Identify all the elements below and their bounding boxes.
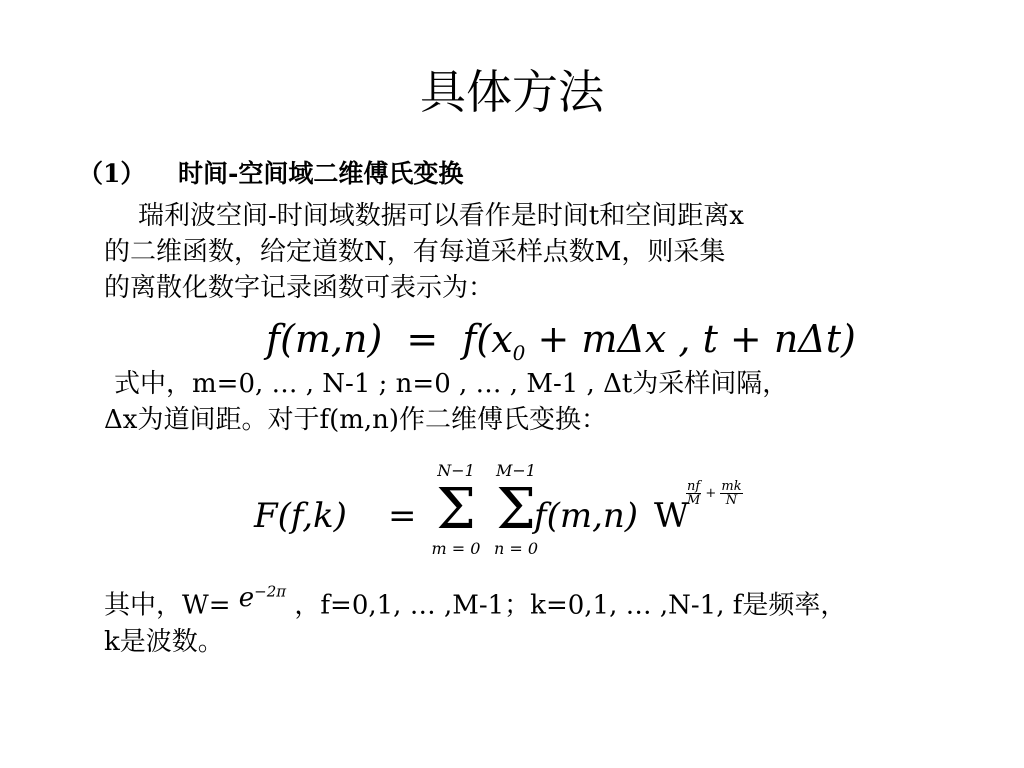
paragraph-line: Δx为道间距。对于f(m,n)作二维傅氏变换： bbox=[104, 405, 608, 435]
formula-lhs: f(m,n) bbox=[266, 317, 383, 361]
paragraph-parameters bbox=[104, 581, 846, 660]
formula-equals: = bbox=[406, 317, 439, 361]
w-definition-label: 其中，W= bbox=[104, 590, 231, 621]
formula-rhs-start: f(x bbox=[462, 317, 513, 361]
paragraph-line: 式中，m=0, … , N-1 ; n=0 , … , M-1 , Δt为采样间隔， bbox=[114, 369, 789, 399]
formula-equals: = bbox=[388, 496, 417, 536]
section-heading bbox=[78, 156, 463, 192]
paragraph-line: 的离散化数字记录函数可表示为： bbox=[104, 273, 495, 303]
exponent-plus: + bbox=[705, 486, 717, 501]
paragraph-definitions bbox=[104, 366, 788, 438]
formula-rhs-end: + mΔx , t + nΔt) bbox=[537, 317, 856, 361]
exponent-fraction bbox=[686, 480, 701, 507]
sigma-symbol: Σ bbox=[436, 477, 476, 542]
paragraph-description bbox=[104, 198, 744, 306]
paragraph-line: 的二维函数，给定道数N，有每道采样点数M，则采集 bbox=[104, 237, 726, 267]
w-value bbox=[239, 583, 286, 613]
formula-summand: f(m,n) bbox=[534, 496, 639, 536]
sigma-symbol: Σ bbox=[496, 477, 536, 542]
paragraph-line: 瑞利波空间-时间域数据可以看作是时间t和空间距离x bbox=[138, 201, 744, 231]
sum-lower-limit: n = 0 bbox=[493, 539, 539, 558]
sum-upper-limit: N−1 bbox=[437, 461, 475, 480]
fraction-denominator: M bbox=[686, 493, 701, 508]
w-value-base: e bbox=[238, 582, 255, 613]
formula-kernel-base: W bbox=[654, 496, 689, 536]
exponent-fraction bbox=[720, 480, 742, 507]
fraction-denominator: N bbox=[725, 493, 738, 508]
paragraph-line: k是波数。 bbox=[104, 626, 224, 657]
sum-operator-m bbox=[426, 462, 486, 558]
sum-upper-limit: M−1 bbox=[496, 461, 536, 480]
fraction-numerator: mk bbox=[721, 479, 742, 494]
sum-lower-limit: m = 0 bbox=[431, 539, 481, 558]
formula-lhs: F(f,k) bbox=[254, 496, 347, 536]
parameter-ranges: ，f=0,1, … ,M-1；k=0,1, … ,N-1, f是频率， bbox=[294, 590, 847, 621]
slide-title: 具体方法 bbox=[420, 65, 604, 119]
w-value-exponent: −2π bbox=[254, 582, 287, 600]
section-number: （1） bbox=[78, 159, 146, 188]
formula-kernel-exponent bbox=[686, 480, 743, 507]
fraction-numerator: nf bbox=[687, 479, 701, 494]
section-heading-text: 时间-空间域二维傅氏变换 bbox=[178, 159, 464, 188]
paragraph-line bbox=[104, 581, 846, 624]
formula-rhs-subscript: 0 bbox=[512, 341, 526, 365]
